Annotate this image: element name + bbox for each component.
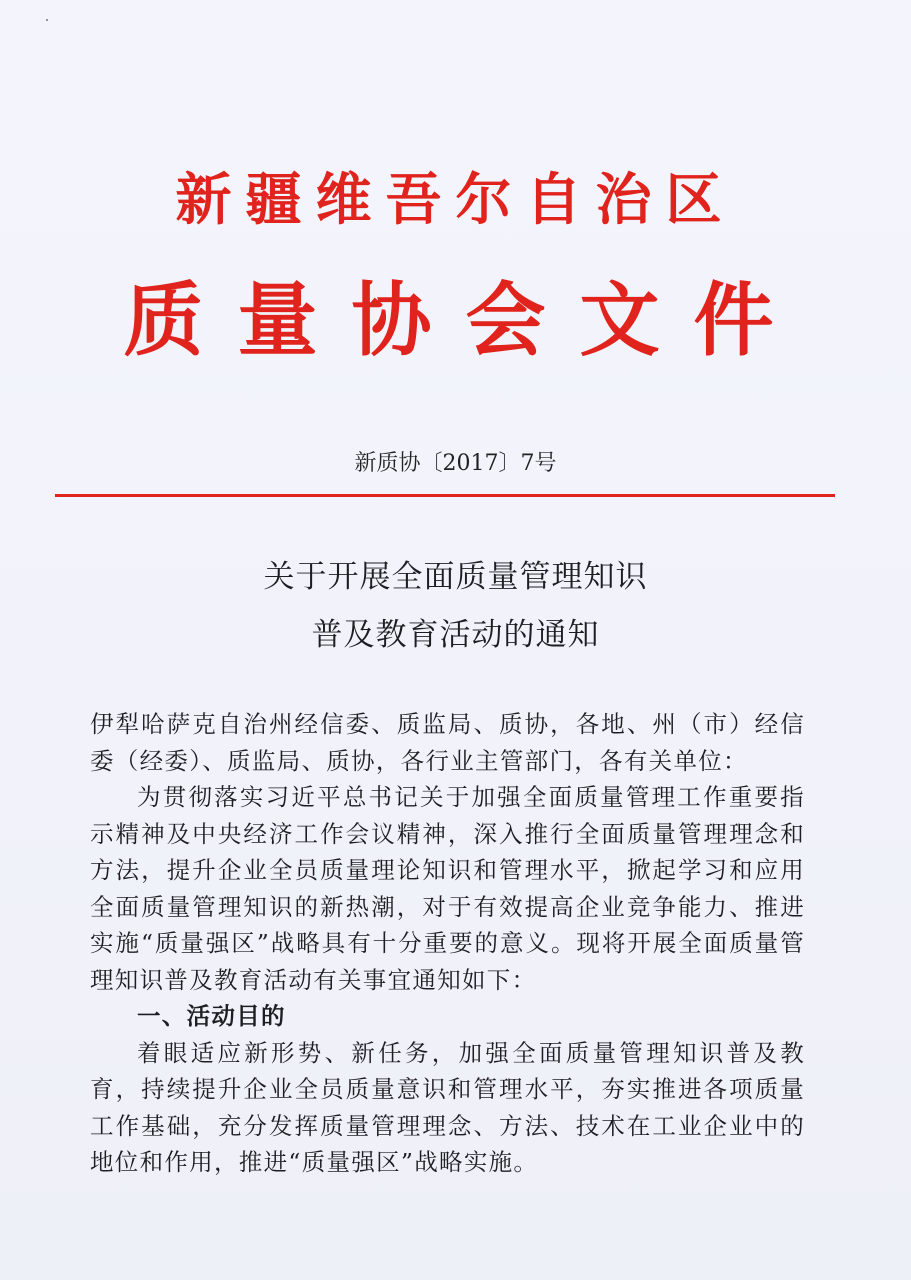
section-1-heading: 一、活动目的	[137, 1002, 286, 1030]
document-number: 新质协〔2017〕7号	[354, 451, 557, 476]
notice-title-line-1: 关于开展全面质量管理知识	[263, 559, 648, 595]
intro-paragraph: 为贯彻落实习近平总书记关于加强全面质量管理工作重要指示精神及中央经济工作会议精神，深入推行全面质量管理理念和方法，提升企业全员质量理论知识和管理水平，掀起学习和应用全面质量管理知识的新热潮，对于有效提高企业竞争能力、推进实施“质量强区”战略具有十分重要的意义。现将开展全面质量管理知识普及教育活动有关事宜通知如下：	[90, 783, 805, 994]
document-type-heading: 质量协会文件	[123, 273, 808, 367]
section-1-paragraph: 着眼适应新形势、新任务，加强全面质量管理知识普及教育，持续提升企业全员质量意识和管理水平，夯实推进各项质量工作基础，充分发挥质量管理理念、方法、技术在工业企业中的地位和作用，推进“质量强区”战略实施。	[90, 1038, 805, 1176]
notice-body	[90, 706, 805, 1181]
scan-speck	[46, 19, 48, 21]
issuer-name: 新疆维吾尔自治区	[175, 168, 736, 233]
notice-title-line-2: 普及教育活动的通知	[311, 617, 600, 653]
notice-title	[0, 548, 911, 664]
red-divider-line	[55, 494, 835, 497]
addressee-paragraph: 伊犁哈萨克自治州经信委、质监局、质协，各地、州（市）经信委（经委）、质监局、质协，各行业主管部门，各有关单位：	[90, 710, 805, 775]
